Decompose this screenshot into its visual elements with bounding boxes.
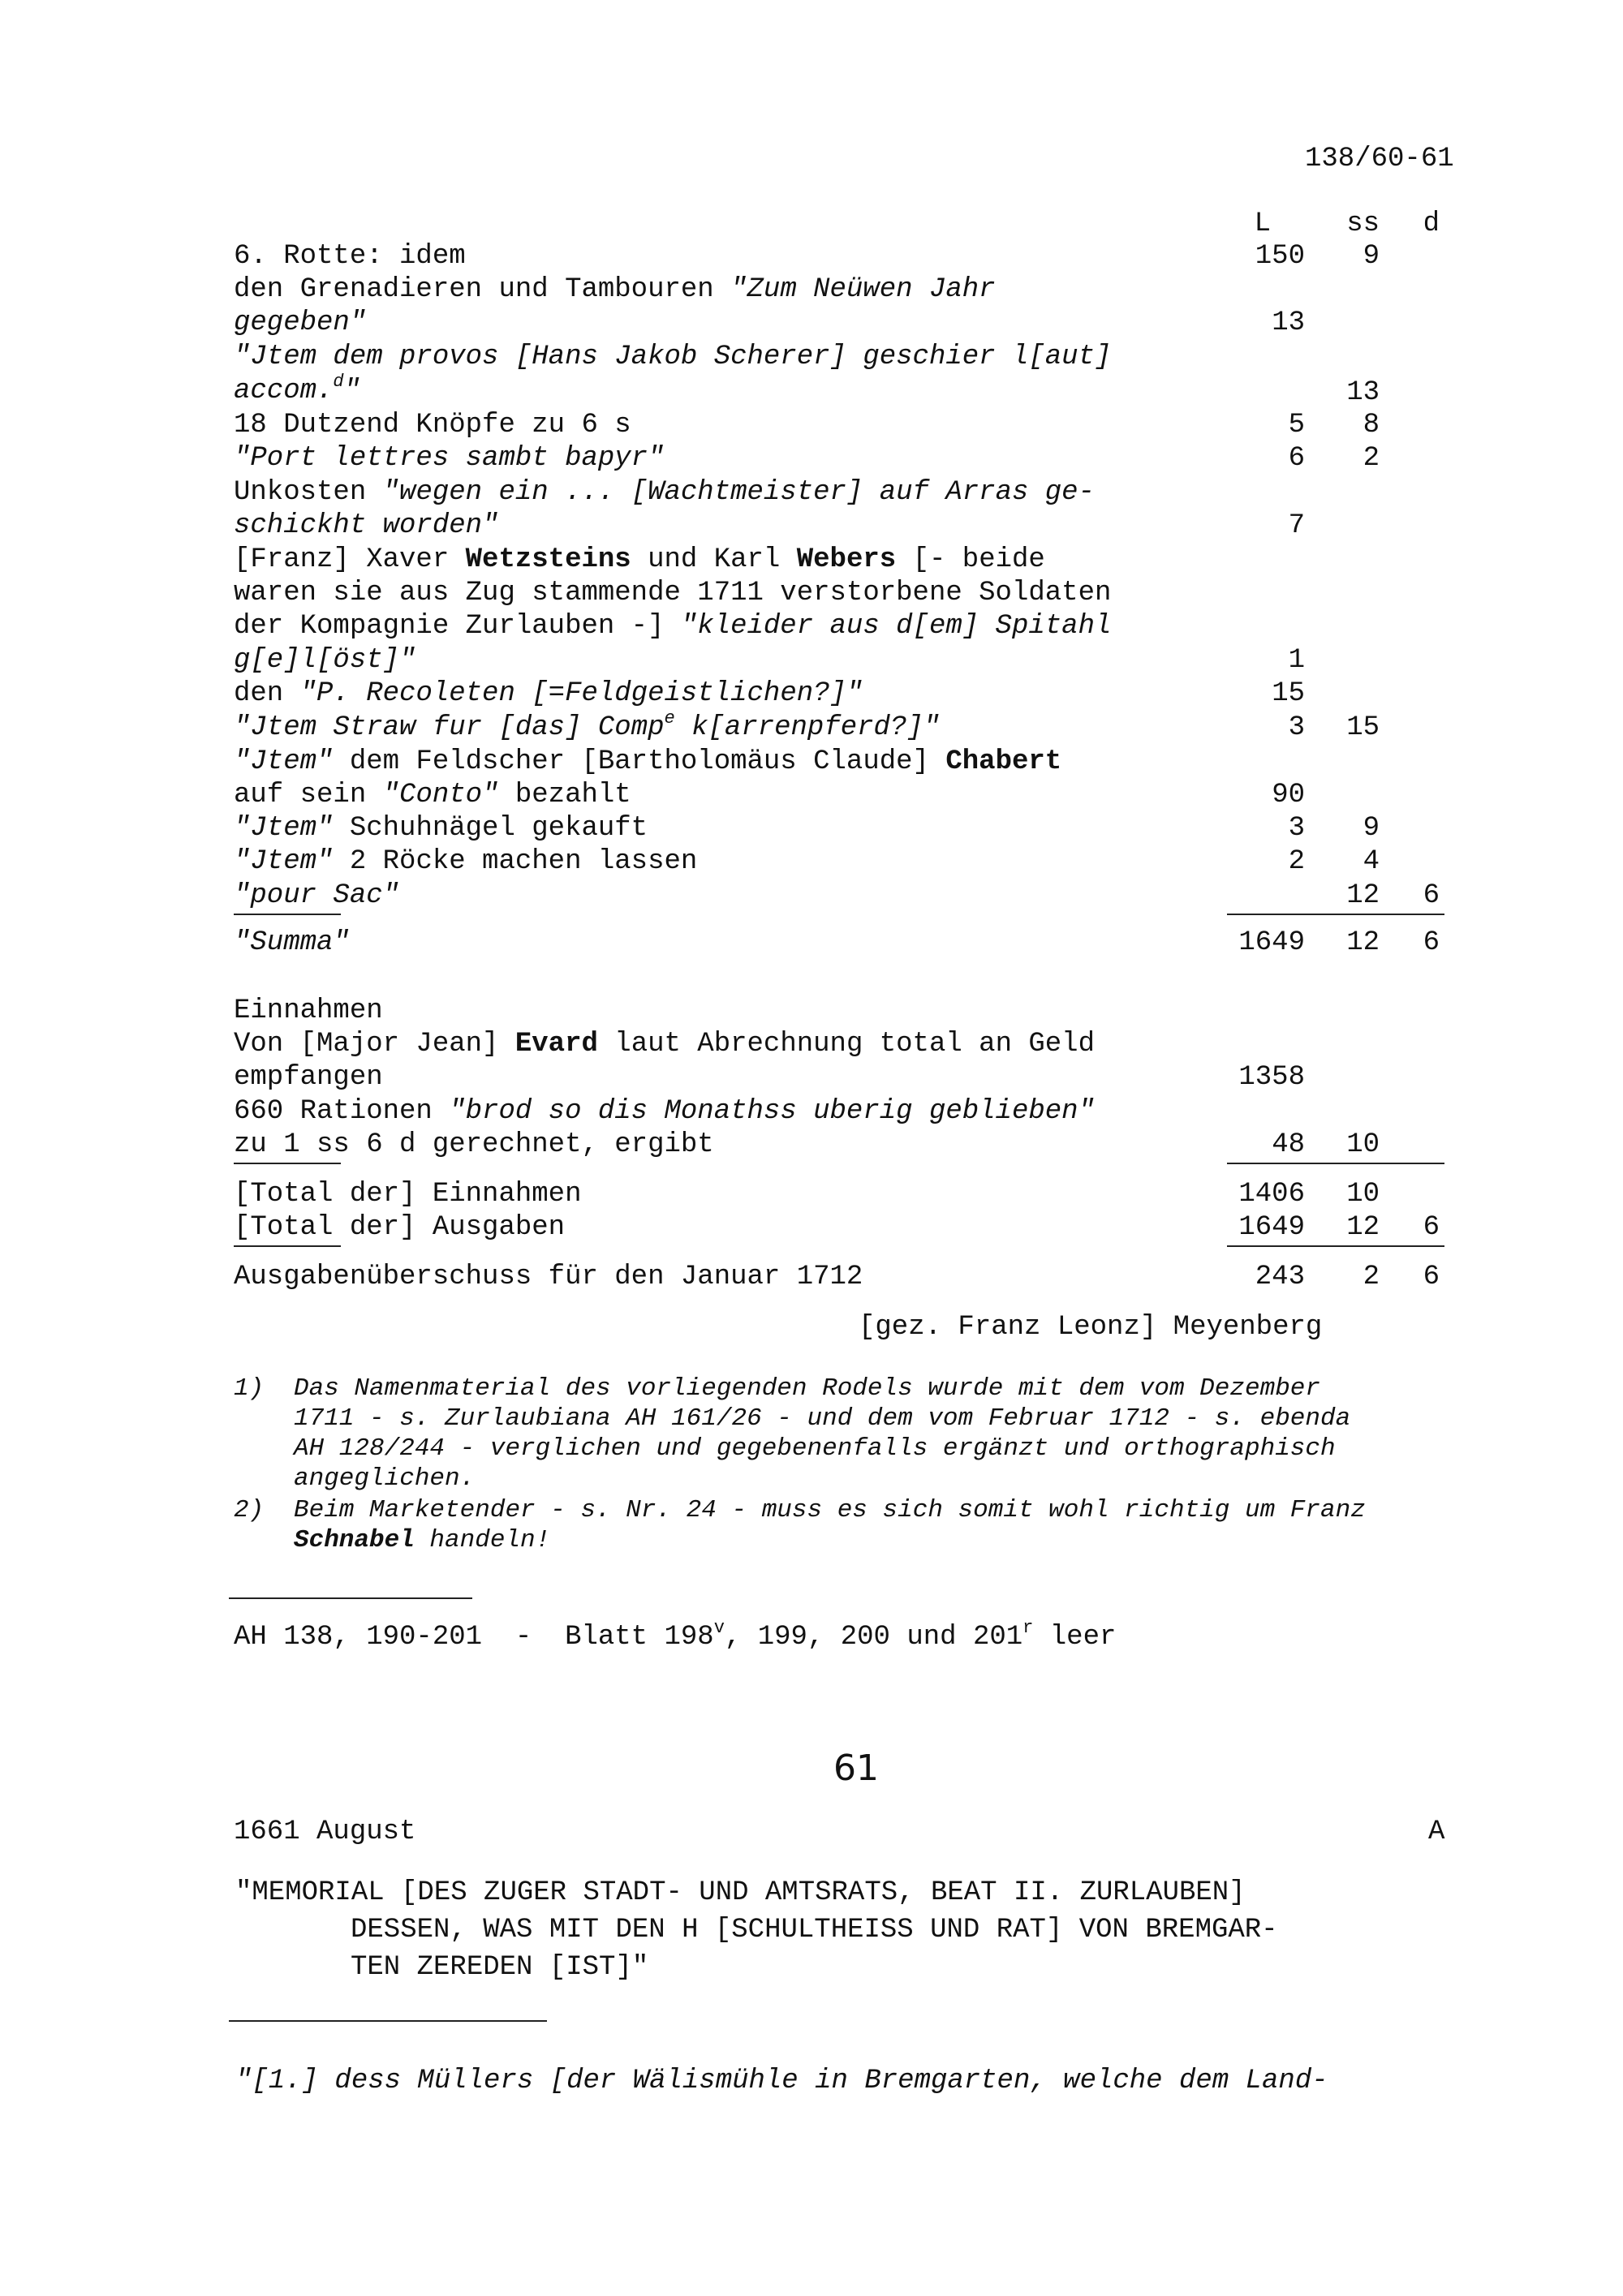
page-reference: 138/60-61 [1305,144,1454,174]
amount-l: 1649 [1238,1212,1305,1243]
amount-l: 3 [1288,813,1305,844]
ledger-line [234,812,648,845]
text: [Franz] Xaver [234,544,466,575]
ledger-line: zu 1 ss 6 d gerechnet, ergibt [234,1129,714,1160]
column-header-l: L [1254,209,1271,239]
amount-l: 90 [1272,780,1305,810]
ledger-line: 6. Rotte: idem [234,241,466,272]
quote: "P. Recoleten [=Feldgeistlichen?]" [299,678,863,709]
document-date: 1661 August [234,1817,416,1847]
text: 660 Rationen [234,1096,450,1127]
amount-ss: 12 [1346,927,1380,958]
ledger-line [234,1095,1095,1128]
document-title: "MEMORIAL [DES ZUGER STADT- UND AMTSRATS, BEAT II. ZURLAUBEN] [235,1877,1246,1908]
text: bezahlt [498,780,631,810]
amount-ss: 13 [1346,377,1380,408]
footnote-number: 2) [234,1496,265,1524]
text: den [234,678,300,709]
text: " [343,376,361,406]
amount-l: 2 [1288,846,1305,877]
text: leer [1033,1622,1117,1653]
column-header-ss: ss [1346,209,1380,239]
quote: "kleider aus d[em] Spitahl [680,611,1112,642]
amount-l: 1649 [1238,927,1305,958]
amount-ss: 9 [1363,813,1380,844]
text: Von [Major Jean] [234,1029,515,1060]
text: accom. [234,376,334,406]
footnote-text: angeglichen. [294,1464,476,1493]
quote: "brod so dis Monathss uberig geblieben" [449,1096,1095,1127]
quote: "Zum Neüwen Jahr [730,274,996,305]
amount-l: 13 [1272,307,1305,338]
ledger-line: gegeben" [234,307,367,338]
amount-l: 48 [1272,1129,1305,1160]
ledger-line [234,845,697,878]
separator-rule [229,1597,472,1599]
text: AH 138, 190-201 - Blatt 198 [234,1622,714,1653]
ledger-line [234,273,996,306]
amount-ss: 2 [1363,1262,1380,1292]
ledger-line [234,746,1061,778]
amount-d: 6 [1423,880,1440,911]
quote: "Conto" [382,780,499,810]
amount-ss: 4 [1363,846,1380,877]
ledger-line: [Total der] Ausgaben [234,1212,566,1243]
document-title: DESSEN, WAS MIT DEN H [SCHULTHEISS UND RAT] VON BREMGAR- [351,1915,1278,1946]
text: handeln! [414,1526,551,1554]
ledger-line [234,610,1111,643]
amount-ss: 12 [1346,1212,1380,1243]
amount-l: 1 [1288,645,1305,676]
amount-l: 5 [1288,410,1305,441]
amount-ss: 10 [1346,1179,1380,1210]
source-reference [234,1618,1117,1653]
footnote-text: AH 128/244 - verglichen und gegebenenfalls ergänzt und orthographisch [294,1434,1336,1463]
superscript: e [664,708,675,729]
amount-l: 243 [1255,1262,1305,1292]
section-heading: Einnahmen [234,995,383,1026]
footnote-text: 1711 - s. Zurlaubiana AH 161/26 - und dem vom Februar 1712 - s. ebenda [294,1404,1351,1433]
text: "Jtem Straw fur [das] Comp [234,712,665,743]
footnote-number: 1) [234,1374,265,1403]
ledger-line: "pour Sac" [234,880,400,911]
sum-rule [1227,1245,1444,1247]
quote: "wegen ein ... [Wachtmeister] auf Arras ge- [382,477,1095,508]
document-letter: A [1428,1817,1445,1847]
superscript: r [1022,1618,1034,1638]
text: auf sein [234,780,383,810]
ledger-line: Ausgabenüberschuss für den Januar 1712 [234,1262,863,1292]
footnote-text: Das Namenmaterial des vorliegenden Rodels wurde mit dem vom Dezember [294,1374,1321,1403]
amount-l: 6 [1288,443,1305,474]
amount-l: 15 [1272,678,1305,709]
ledger-line [234,708,941,744]
text: k[arrenpferd?]" [674,712,941,743]
ledger-line: "Summa" [234,927,350,958]
amount-ss: 9 [1363,241,1380,272]
ledger-line: schickht worden" [234,510,499,541]
ledger-line [234,779,631,811]
underline-rule [234,914,341,915]
superscript: d [333,372,344,392]
ledger-line [234,544,1045,576]
text: und Karl [631,544,797,575]
text: laut Abrechnung total an Geld [597,1029,1095,1060]
amount-ss: 10 [1346,1129,1380,1160]
amount-d: 6 [1423,1262,1440,1292]
ledger-line [234,677,863,710]
name-bold: Schnabel [294,1526,415,1554]
name-bold: Evard [514,1029,598,1060]
separator-rule [229,2020,547,2022]
name-bold: Webers [796,544,897,575]
ledger-line: "Jtem dem provos [Hans Jakob Scherer] geschier l[aut] [234,342,1112,372]
quote: "Jtem" [234,846,334,877]
ledger-line [234,476,1095,509]
name-bold: Chabert [945,746,1062,777]
amount-ss: 2 [1363,443,1380,474]
ledger-line: "Port lettres sambt bapyr" [234,443,665,474]
amount-ss: 8 [1363,410,1380,441]
text: Schuhnägel gekauft [333,813,648,844]
footnote-text [294,1525,550,1555]
sum-rule [1227,914,1444,915]
text: dem Feldscher [Bartholomäus Claude] [333,746,946,777]
text: , 199, 200 und 201 [724,1622,1023,1653]
text: [- beide [896,544,1045,575]
underline-rule [234,1245,341,1247]
ledger-line: g[e]l[öst]" [234,645,416,676]
document-text: "[1.] dess Müllers [der Wälismühle in Bremgarten, welche dem Land- [235,2066,1328,2096]
quote: "Jtem" [234,813,334,844]
text: Unkosten [234,477,383,508]
text: der Kompagnie Zurlauben -] [234,611,681,642]
document-number: 61 [833,1748,879,1789]
amount-l: 1358 [1238,1062,1305,1093]
sum-rule [1227,1163,1444,1164]
amount-d: 6 [1423,927,1440,958]
superscript: v [713,1618,725,1638]
quote: "Jtem" [234,746,334,777]
amount-ss: 15 [1346,712,1380,743]
amount-l: 150 [1255,241,1305,272]
ledger-line: waren sie aus Zug stammende 1711 verstorbene Soldaten [234,578,1112,608]
ledger-line: empfangen [234,1062,383,1093]
ledger-line [234,1028,1095,1060]
text: 2 Röcke machen lassen [333,846,698,877]
ledger-line [234,372,361,407]
name-bold: Wetzsteins [465,544,631,575]
amount-l: 7 [1288,510,1305,541]
amount-d: 6 [1423,1212,1440,1243]
amount-l: 3 [1288,712,1305,743]
ledger-line: 18 Dutzend Knöpfe zu 6 s [234,410,631,441]
column-header-d: d [1423,209,1440,239]
ledger-line: [Total der] Einnahmen [234,1179,582,1210]
signature-line: [gez. Franz Leonz] Meyenberg [859,1312,1323,1343]
text: den Grenadieren und Tambouren [234,274,731,305]
footnote-text: Beim Marketender - s. Nr. 24 - muss es sich somit wohl richtig um Franz [294,1496,1366,1524]
document-title: TEN ZEREDEN [IST]" [351,1952,649,1983]
underline-rule [234,1163,341,1164]
amount-l: 1406 [1238,1179,1305,1210]
amount-ss: 12 [1346,880,1380,911]
